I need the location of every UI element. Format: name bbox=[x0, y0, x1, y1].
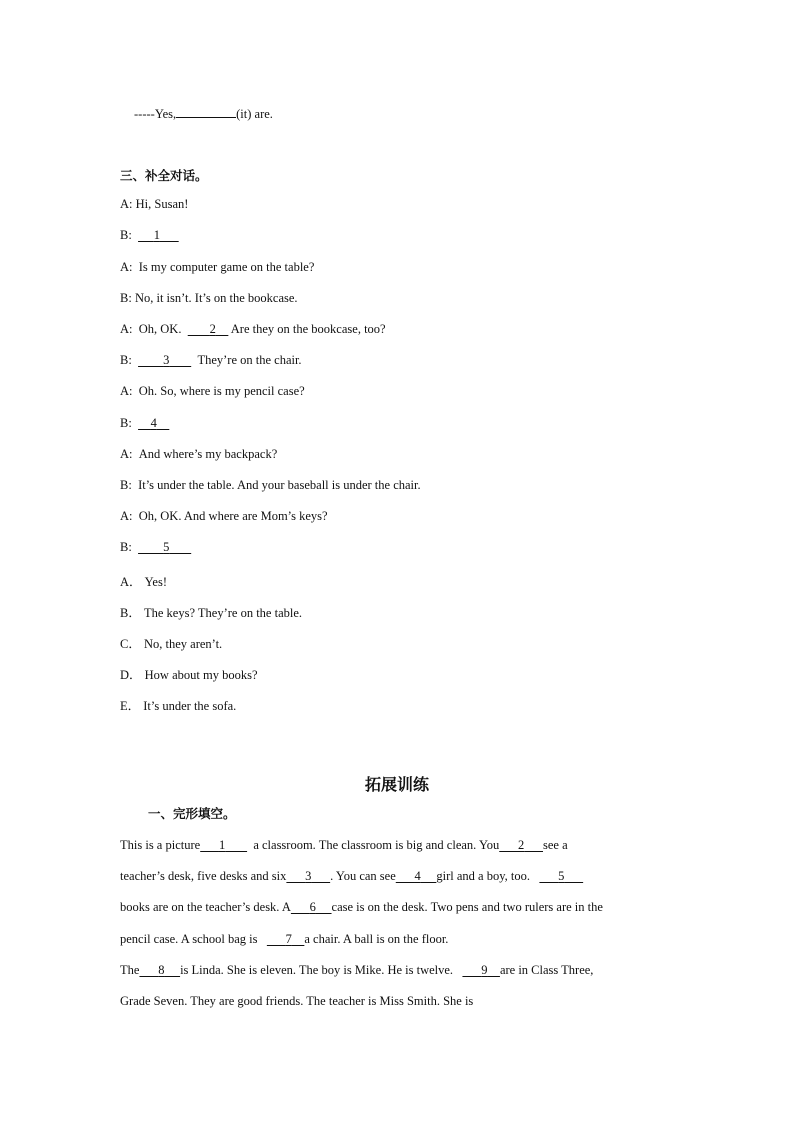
dialogue-line: B: It’s under the table. And your baseball is under the chair. bbox=[120, 478, 421, 492]
cloze-blank-9[interactable]: 9 bbox=[481, 963, 488, 977]
option-b: B． The keys? They’re on the table. bbox=[120, 606, 303, 620]
passage-line: pencil case. A school bag is 7 a chair. A ball is on the floor. bbox=[120, 932, 449, 946]
option-a: A． Yes! bbox=[120, 575, 168, 589]
cloze-blank-6[interactable]: 6 bbox=[309, 900, 316, 914]
dialogue-line: A: Hi, Susan! bbox=[120, 197, 189, 211]
blank-5[interactable]: 5 bbox=[163, 540, 170, 554]
blank-4[interactable]: 4 bbox=[150, 416, 157, 430]
dialogue-line: A: Oh. So, where is my pencil case? bbox=[120, 384, 305, 398]
cloze-blank-4[interactable]: 4 bbox=[414, 869, 421, 883]
dialogue-line: B: 1 bbox=[120, 228, 179, 243]
dialogue-line: A: Is my computer game on the table? bbox=[120, 260, 315, 274]
option-c: C． No, they aren’t. bbox=[120, 637, 223, 651]
section-title: 拓展训练 bbox=[364, 777, 429, 794]
dialogue-line: B: 3 They’re on the chair. bbox=[120, 353, 302, 367]
dialogue-line: A: Oh, OK. And where are Mom’s keys? bbox=[120, 509, 328, 523]
cloze-blank-2[interactable]: 2 bbox=[518, 838, 525, 852]
dialogue-line: B: 4 bbox=[120, 416, 169, 431]
blank-2[interactable]: 2 bbox=[209, 322, 216, 336]
dialogue-line: A: And where’s my backpack? bbox=[120, 447, 278, 461]
passage-line: This is a picture 1 a classroom. The classroom is big and clean. You 2 see a bbox=[120, 838, 568, 852]
dialogue-line: A: Oh, OK. 2 Are they on the bookcase, too? bbox=[120, 322, 386, 336]
section-heading: 一、完形填空。 bbox=[148, 807, 236, 821]
answer-line: -----Yes, (it) are. bbox=[134, 104, 273, 122]
cloze-blank-1[interactable]: 1 bbox=[218, 838, 226, 852]
dialogue-line: B: No, it isn’t. It’s on the bookcase. bbox=[120, 291, 298, 305]
passage-line: teacher’s desk, five desks and six 3 . You can see 4 girl and a boy, too. 5 bbox=[120, 869, 583, 884]
option-e: E． It’s under the sofa. bbox=[120, 699, 237, 713]
option-d: D． How about my books? bbox=[120, 668, 258, 682]
passage-line: books are on the teacher’s desk. A 6 case is on the desk. Two pens and two rulers are in the bbox=[120, 900, 603, 914]
passage-line: The 8 is Linda. She is eleven. The boy is Mike. He is twelve. 9 are in Class Three, bbox=[120, 963, 594, 977]
answer-blank[interactable] bbox=[176, 104, 236, 118]
dialogue-line: B: 5 bbox=[120, 540, 191, 555]
section-heading: 三、补全对话。 bbox=[120, 169, 208, 183]
blank-3[interactable]: 3 bbox=[163, 353, 170, 367]
cloze-blank-5[interactable]: 5 bbox=[558, 869, 565, 883]
cloze-blank-7[interactable]: 7 bbox=[285, 932, 292, 946]
passage-line: Grade Seven. They are good friends. The teacher is Miss Smith. She is bbox=[120, 994, 474, 1008]
cloze-blank-3[interactable]: 3 bbox=[305, 869, 312, 883]
blank-1[interactable]: 1 bbox=[153, 228, 160, 242]
cloze-blank-8[interactable]: 8 bbox=[158, 963, 165, 977]
